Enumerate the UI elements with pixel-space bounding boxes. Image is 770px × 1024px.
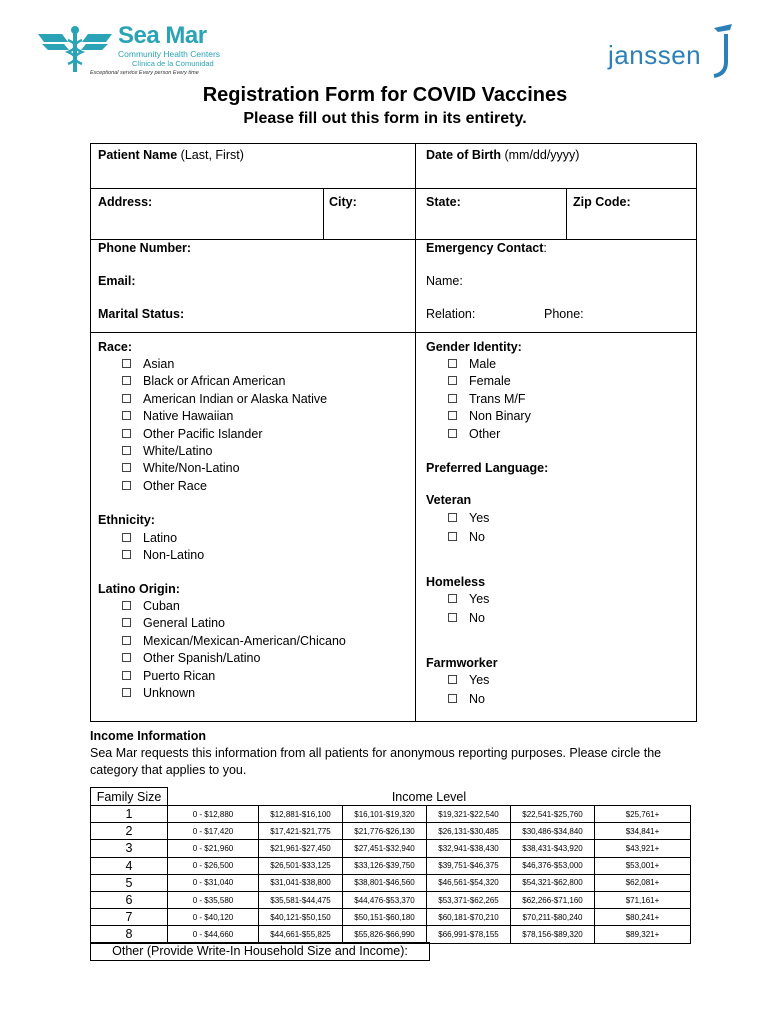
income-level-cell[interactable]: $44,661-$55,825 (259, 926, 343, 943)
dob-label: Date of Birth (426, 148, 501, 162)
option-label: Non-Latino (143, 548, 205, 563)
preferred-language-field[interactable]: Preferred Language: (426, 461, 549, 475)
option-label: No (469, 530, 485, 544)
race-option[interactable] (122, 392, 327, 406)
latino-origin-option[interactable] (122, 634, 346, 648)
sea-mar-logo (38, 22, 228, 78)
marital-status-field[interactable]: Marital Status: (98, 307, 185, 321)
checkbox-icon[interactable] (448, 411, 457, 420)
option-label: White/Non-Latino (143, 461, 240, 476)
checkbox-icon[interactable] (122, 376, 131, 385)
family-size-cell: 8 (91, 926, 168, 943)
checkbox-icon[interactable] (448, 376, 457, 385)
option-label: Male (469, 357, 497, 371)
family-size-cell: 3 (91, 840, 168, 857)
family-size-cell: 2 (91, 823, 168, 840)
option-label: Yes (469, 673, 490, 687)
ethnicity-option[interactable] (122, 531, 177, 545)
checkbox-icon[interactable] (122, 463, 131, 472)
income-level-cell[interactable]: $71,161+ (595, 891, 691, 908)
option-label: Latino (143, 531, 178, 545)
caduceus-icon (38, 26, 112, 72)
income-level-cell[interactable]: $39,751-$46,375 (427, 857, 511, 874)
income-level-cell[interactable]: $12,881-$16,100 (259, 806, 343, 823)
latino-origin-option[interactable] (122, 669, 215, 683)
income-level-cell[interactable]: $62,266-$71,160 (511, 891, 595, 908)
income-level-cell[interactable]: $50,151-$60,180 (343, 909, 427, 926)
farmworker-label: Farmworker (426, 656, 498, 670)
option-label: Native Hawaiian (143, 409, 234, 424)
checkbox-icon[interactable] (122, 394, 131, 403)
income-level-cell[interactable]: $31,041-$38,800 (259, 874, 343, 891)
divider (91, 332, 696, 333)
income-level-cell[interactable]: $53,371-$62,265 (427, 891, 511, 908)
dob-field[interactable] (426, 148, 579, 162)
income-level-cell[interactable]: $62,081+ (595, 874, 691, 891)
form-subtitle: Please fill out this form in its entirety. (243, 110, 527, 127)
patient-name-field[interactable] (98, 148, 244, 162)
checkbox-icon[interactable] (448, 613, 457, 622)
income-level-cell[interactable]: $32,941-$38,430 (427, 840, 511, 857)
income-level-cell[interactable]: 0 - $35,580 (168, 891, 259, 908)
checkbox-icon[interactable] (122, 481, 131, 490)
divider (415, 332, 416, 721)
checkbox-icon[interactable] (122, 359, 131, 368)
checkbox-icon[interactable] (448, 359, 457, 368)
checkbox-icon[interactable] (122, 618, 131, 627)
income-row (91, 926, 691, 943)
income-level-cell[interactable]: $46,376-$53,000 (511, 857, 595, 874)
option-label: Yes (469, 592, 490, 606)
janssen-name: janssen (608, 40, 702, 70)
income-level-cell[interactable]: $17,421-$21,775 (259, 823, 343, 840)
divider (415, 144, 416, 332)
income-level-cell[interactable]: $40,121-$50,150 (259, 909, 343, 926)
income-level-header: Income Level (168, 788, 691, 806)
option-label: Other (469, 426, 501, 441)
family-size-cell: 1 (91, 806, 168, 823)
checkbox-icon[interactable] (122, 601, 131, 610)
veteran-option[interactable] (448, 530, 485, 544)
income-level-cell[interactable]: $25,761+ (595, 806, 691, 823)
divider (91, 239, 696, 240)
latino-origin-option[interactable] (122, 651, 260, 665)
option-label: Black or African American (143, 374, 286, 389)
option-label: Unknown (143, 686, 196, 700)
checkbox-icon[interactable] (448, 394, 457, 403)
option-label: Other Pacific Islander (143, 426, 263, 441)
income-level-cell[interactable]: $89,321+ (595, 926, 691, 943)
sea-mar-subtitle: Community Health Centers (118, 49, 221, 59)
option-label: White/Latino (143, 444, 213, 458)
income-level-cell[interactable]: $19,321-$22,540 (427, 806, 511, 823)
income-level-cell[interactable]: $55,826-$66,990 (343, 926, 427, 943)
income-row (91, 909, 691, 926)
race-option[interactable] (122, 374, 285, 388)
homeless-label: Homeless (426, 575, 486, 589)
divider (91, 188, 696, 189)
email-field[interactable]: Email: (98, 274, 136, 288)
income-level-cell[interactable]: 0 - $40,120 (168, 909, 259, 926)
gender-option[interactable] (448, 392, 525, 406)
income-level-cell[interactable]: $16,101-$19,320 (343, 806, 427, 823)
emergency-relation-field[interactable]: Relation: (426, 307, 476, 321)
form-title: Registration Form for COVID Vaccines (202, 84, 568, 106)
income-level-cell[interactable]: $21,776-$26,130 (343, 823, 427, 840)
divider (566, 188, 567, 239)
state-field[interactable]: State: (426, 195, 461, 209)
income-row (91, 840, 691, 857)
option-label: Other Race (143, 478, 207, 493)
other-household-field[interactable]: Other (Provide Write-In Household Size and Income): (90, 942, 430, 961)
emergency-phone-field[interactable]: Phone: (544, 307, 584, 321)
income-level-cell[interactable]: $35,581-$44,475 (259, 891, 343, 908)
patient-name-hint: (Last, First) (177, 148, 244, 162)
city-field[interactable]: City: (329, 195, 357, 209)
income-level-cell[interactable]: $34,841+ (595, 823, 691, 840)
homeless-option[interactable] (448, 611, 485, 625)
income-row (91, 857, 691, 874)
race-option[interactable] (122, 461, 240, 475)
income-level-cell[interactable]: 0 - $17,420 (168, 823, 259, 840)
checkbox-icon[interactable] (448, 429, 457, 438)
option-label: Non Binary (469, 409, 531, 424)
income-table (90, 787, 691, 944)
income-row (91, 806, 691, 823)
option-label: American Indian or Alaska Native (143, 391, 328, 406)
income-title: Income Information (90, 729, 206, 743)
latino-origin-option[interactable] (122, 599, 180, 613)
income-level-cell[interactable]: $53,001+ (595, 857, 691, 874)
option-label: Female (469, 374, 511, 389)
gender-identity-label: Gender Identity: (426, 340, 522, 354)
income-level-cell[interactable]: $46,561-$54,320 (427, 874, 511, 891)
option-label: General Latino (143, 616, 226, 631)
farmworker-option[interactable] (448, 692, 485, 706)
gender-option[interactable] (448, 409, 531, 423)
option-label: No (469, 692, 485, 706)
latino-origin-option[interactable] (122, 616, 225, 630)
income-level-cell[interactable]: 0 - $12,880 (168, 806, 259, 823)
gender-option[interactable] (448, 357, 496, 371)
income-level-cell[interactable]: $66,991-$78,155 (427, 926, 511, 943)
income-level-cell[interactable]: $33,126-$39,750 (343, 857, 427, 874)
gender-option[interactable] (448, 427, 500, 441)
income-header-row (91, 788, 691, 806)
option-label: Puerto Rican (143, 668, 216, 683)
income-level-cell[interactable]: $22,541-$25,760 (511, 806, 595, 823)
race-option[interactable] (122, 409, 233, 423)
farmworker-option[interactable] (448, 673, 489, 687)
checkbox-icon[interactable] (448, 532, 457, 541)
homeless-option[interactable] (448, 592, 489, 606)
family-size-cell: 5 (91, 874, 168, 891)
family-size-cell: 6 (91, 891, 168, 908)
emergency-name-field[interactable]: Name: (426, 274, 463, 288)
option-label: Mexican/Mexican-American/Chicano (143, 633, 346, 648)
income-level-cell[interactable]: $30,486-$34,840 (511, 823, 595, 840)
address-field[interactable]: Address: (98, 195, 153, 209)
checkbox-icon[interactable] (122, 550, 131, 559)
family-size-cell: 7 (91, 909, 168, 926)
race-option[interactable] (122, 427, 263, 441)
family-size-cell: 4 (91, 857, 168, 874)
phone-field[interactable]: Phone Number: (98, 241, 192, 255)
ethnicity-label: Ethnicity: (98, 513, 155, 527)
income-level-cell[interactable]: 0 - $21,960 (168, 840, 259, 857)
checkbox-icon[interactable] (448, 594, 457, 603)
income-level-cell[interactable]: $26,131-$30,485 (427, 823, 511, 840)
income-level-cell[interactable]: $26,501-$33,125 (259, 857, 343, 874)
patient-name-label: Patient Name (98, 148, 178, 162)
checkbox-icon[interactable] (122, 653, 131, 662)
sea-mar-tagline: Exceptional service Every person Every time (90, 70, 199, 76)
emergency-contact-colon: : (543, 241, 547, 255)
income-level-cell[interactable]: $38,431-$43,920 (511, 840, 595, 857)
veteran-label: Veteran (426, 493, 472, 507)
sea-mar-subtitle-spanish: Clínica de la Comunidad (132, 59, 214, 68)
income-level-cell[interactable]: $21,961-$27,450 (259, 840, 343, 857)
income-level-cell[interactable]: $80,241+ (595, 909, 691, 926)
income-level-cell[interactable]: $70,211-$80,240 (511, 909, 595, 926)
checkbox-icon[interactable] (448, 513, 457, 522)
income-level-cell[interactable]: $43,921+ (595, 840, 691, 857)
income-level-cell[interactable]: $44,476-$53,370 (343, 891, 427, 908)
checkbox-icon[interactable] (122, 533, 131, 542)
checkbox-icon[interactable] (448, 694, 457, 703)
race-option[interactable] (122, 444, 212, 458)
race-label: Race: (98, 340, 133, 354)
emergency-contact-label: Emergency Contact (426, 241, 544, 255)
option-label: Yes (469, 511, 490, 525)
income-level-cell[interactable]: 0 - $44,660 (168, 926, 259, 943)
income-level-cell[interactable]: $27,451-$32,940 (343, 840, 427, 857)
income-row (91, 874, 691, 891)
checkbox-icon[interactable] (122, 446, 131, 455)
option-label: Trans M/F (469, 391, 526, 406)
sea-mar-name: Sea Mar (118, 22, 207, 49)
ethnicity-option[interactable] (122, 548, 204, 562)
latino-origin-label: Latino Origin: (98, 582, 180, 596)
checkbox-icon[interactable] (122, 688, 131, 697)
income-level-cell[interactable]: $78,156-$89,320 (511, 926, 595, 943)
divider (323, 188, 324, 239)
janssen-j-icon (708, 22, 740, 78)
income-level-cell[interactable]: $54,321-$62,800 (511, 874, 595, 891)
gender-option[interactable] (448, 374, 511, 388)
option-label: Other Spanish/Latino (143, 651, 261, 666)
race-option[interactable] (122, 479, 207, 493)
dob-hint: (mm/dd/yyyy) (501, 148, 580, 162)
income-description: Sea Mar requests this information from all patients for anonymous reporting purposes. Please circle the category that applies to you. (90, 746, 662, 777)
registration-form (90, 143, 697, 722)
income-row (91, 891, 691, 908)
income-level-cell[interactable]: 0 - $31,040 (168, 874, 259, 891)
checkbox-icon[interactable] (122, 671, 131, 680)
veteran-option[interactable] (448, 511, 489, 525)
income-level-cell[interactable]: $38,801-$46,560 (343, 874, 427, 891)
latino-origin-option[interactable] (122, 686, 195, 700)
checkbox-icon[interactable] (122, 411, 131, 420)
income-row (91, 823, 691, 840)
zip-field[interactable]: Zip Code: (573, 195, 631, 209)
income-level-cell[interactable]: 0 - $26,500 (168, 857, 259, 874)
checkbox-icon[interactable] (122, 636, 131, 645)
option-label: No (469, 611, 485, 625)
income-level-cell[interactable]: $60,181-$70,210 (427, 909, 511, 926)
checkbox-icon[interactable] (122, 429, 131, 438)
checkbox-icon[interactable] (448, 675, 457, 684)
option-label: Asian (143, 357, 175, 371)
emergency-contact-heading (426, 241, 547, 255)
family-size-header: Family Size (91, 788, 168, 806)
option-label: Cuban (143, 599, 180, 613)
race-option[interactable] (122, 357, 174, 371)
janssen-logo (604, 22, 744, 78)
